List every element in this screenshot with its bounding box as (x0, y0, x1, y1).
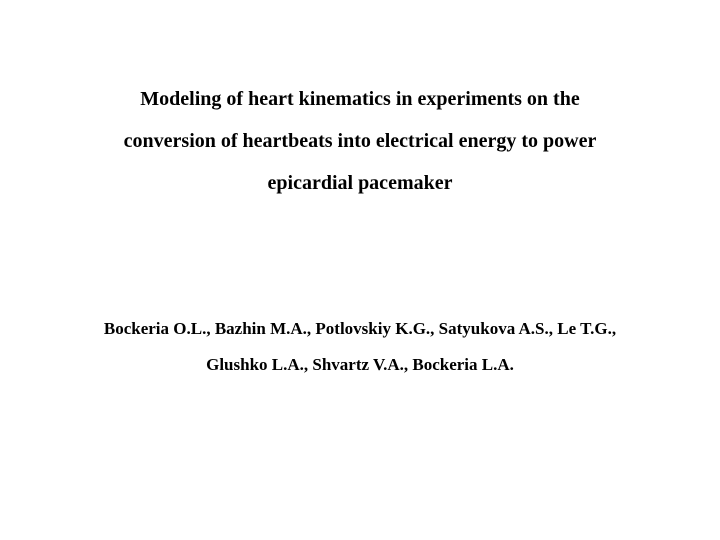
authors-line-1: Bockeria O.L., Bazhin M.A., Potlovskiy K.G., Satyukova A.S., Le T.G., (103, 319, 617, 338)
authors-line-2: Glushko L.A., Shvartz V.A., Bockeria L.A. (206, 355, 514, 374)
title-line-2: conversion of heartbeats into electrical energy to power (123, 130, 597, 152)
slide-title (40, 78, 680, 204)
title-line-3: epicardial pacemaker (267, 172, 453, 194)
authors-list (20, 311, 700, 383)
title-line-1: Modeling of heart kinematics in experiments on the (140, 88, 580, 110)
